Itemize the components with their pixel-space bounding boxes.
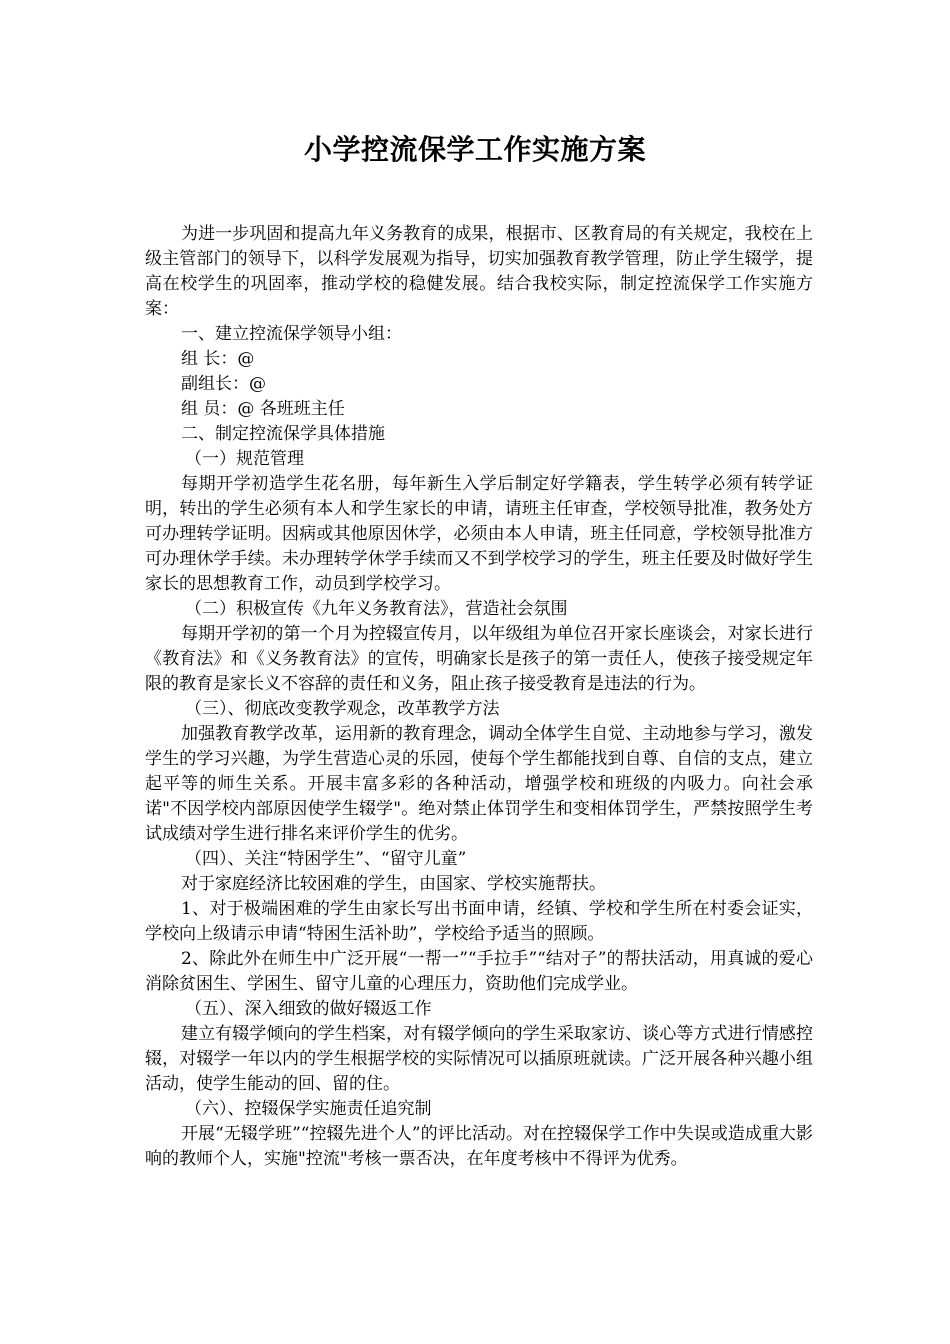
paragraph-assistance-2: 2、除此外在师生中广泛开展“一帮一”“手拉手”“结对子”的帮扶活动，用真诚的爱心消除贫困生、学困生、留守儿童的心理压力，资助他们完成学业。 bbox=[145, 949, 813, 994]
subheading-2: （二）积极宣传《九年义务教育法》，营造社会氛围 bbox=[185, 599, 568, 619]
paragraph-return-work: 建立有辍学倾向的学生档案，对有辍学倾向的学生采取家访、谈心等方式进行情感控辍，对辍学一年以内的学生根据学校的实际情况可以插原班就读。广泛开展各种兴趣小组活动，使学生能动的回、留的住。 bbox=[145, 1024, 813, 1094]
paragraph-assistance-1: 1、对于极端困难的学生由家长写出书面申请，经镇、学校和学生所在村委会证实，学校向上级请示申请“特困生活补助”，学校给予适当的照顾。 bbox=[145, 899, 813, 944]
intro-paragraph: 为进一步巩固和提高九年义务教育的成果，根据市、区教育局的有关规定，我校在上级主管部门的领导下，以科学发展观为指导，切实加强教育教学管理，防止学生辍学，提高在校学生的巩固率，推动学校的稳健发展。结合我校实际，制定控流保学工作实施方案： bbox=[145, 224, 813, 319]
document-title: 小学控流保学工作实施方案 bbox=[303, 133, 646, 166]
members-line: 组 员：@ 各班班主任 bbox=[181, 399, 345, 419]
paragraph-management: 每期开学初造学生花名册，每年新生入学后制定好学籍表，学生转学必须有转学证明，转出的学生必须有本人和学生家长的申请，请班主任审查，学校领导批准，教务处方可办理转学证明。因病或其他原因休学，必须由本人申请，班主任同意，学校领导批准方可办理休学手续。未办理转学休学手续而又不到学校学习的学生，班主任要及时做好学生家长的思想教育工作，动员到学校学习。 bbox=[145, 474, 813, 594]
paragraph-publicity: 每期开学初的第一个月为控辍宣传月，以年级组为单位召开家长座谈会，对家长进行《教育法》和《义务教育法》的宣传，明确家长是孩子的第一责任人，使孩子接受规定年限的教育是家长义不容辞的责任和义务，阻止孩子接受教育是违法的行为。 bbox=[145, 624, 813, 694]
document-body bbox=[145, 222, 813, 1172]
subheading-3: （三）、彻底改变教学观念，改革教学方法 bbox=[185, 699, 500, 719]
section-heading-measures: 二、制定控流保学具体措施 bbox=[181, 424, 385, 444]
subheading-4: （四）、关注“特困学生”、“留守儿童” bbox=[185, 849, 467, 869]
paragraph-assistance: 对于家庭经济比较困难的学生，由国家、学校实施帮扶。 bbox=[181, 874, 606, 894]
paragraph-teaching-reform: 加强教育教学改革，运用新的教育理念，调动全体学生自觉、主动地参与学习，激发学生的学习兴趣，为学生营造心灵的乐园，使每个学生都能找到自尊、自信的支点，建立起平等的师生关系。开展丰富多彩的各种活动，增强学校和班级的内吸力。向社会承诺"不因学校内部原因使学生辍学"。绝对禁止体罚学生和变相体罚学生，严禁按照学生考试成绩对学生进行排名来评价学生的优劣。 bbox=[145, 724, 813, 844]
subheading-1: （一）规范管理 bbox=[185, 449, 304, 469]
leader-line: 组 长：@ bbox=[181, 349, 255, 369]
subheading-5: （五）、深入细致的做好辍返工作 bbox=[185, 999, 432, 1019]
paragraph-accountability: 开展“无辍学班”“控辍先进个人”的评比活动。对在控辍保学工作中失误或造成重大影响的教师个人，实施"控流"考核一票否决，在年度考核中不得评为优秀。 bbox=[145, 1124, 813, 1169]
section-heading-leadership: 一、建立控流保学领导小组： bbox=[181, 324, 402, 344]
deputy-leader-line: 副组长：@ bbox=[181, 374, 266, 394]
subheading-6: （六）、控辍保学实施责任追究制 bbox=[185, 1099, 432, 1119]
